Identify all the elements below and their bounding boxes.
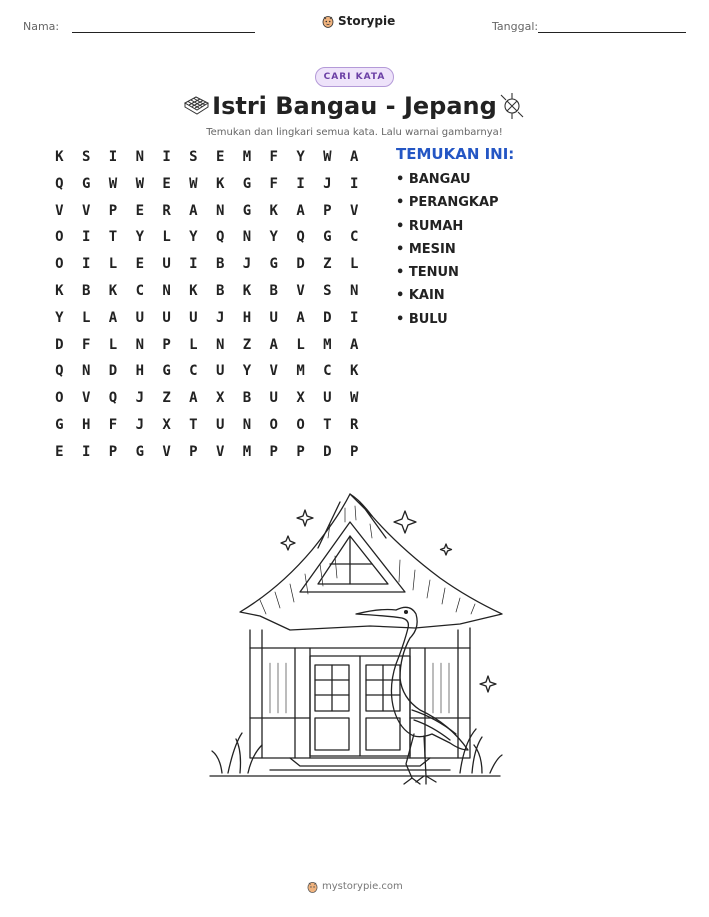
grid-letter[interactable]: O (55, 229, 64, 246)
grid-letter[interactable]: A (189, 202, 198, 219)
grid-letter[interactable]: T (323, 416, 332, 433)
grid-letter[interactable]: U (189, 309, 198, 326)
grid-letter[interactable]: I (81, 256, 91, 273)
grid-letter[interactable]: J (135, 416, 144, 433)
grid-letter[interactable]: K (108, 282, 118, 299)
grid-letter[interactable]: V (296, 282, 305, 299)
grid-letter[interactable]: A (296, 202, 305, 219)
word-list-item: • MESIN (396, 241, 456, 257)
grid-letter[interactable]: D (55, 336, 64, 353)
grid-letter[interactable]: M (242, 149, 252, 165)
grid-letter[interactable]: F (269, 175, 278, 192)
grid-letter[interactable]: V (81, 202, 91, 219)
grid-letter[interactable]: F (108, 416, 118, 433)
grid-letter[interactable]: G (269, 256, 278, 273)
grid-letter[interactable]: W (108, 175, 118, 192)
grid-letter[interactable]: E (135, 202, 144, 219)
grid-letter[interactable]: A (108, 309, 118, 326)
brand-name: Storypie (338, 14, 396, 28)
brand (322, 14, 395, 28)
grid-letter[interactable]: F (269, 149, 278, 165)
grid-letter[interactable]: Q (215, 229, 225, 246)
grid-letter[interactable]: A (349, 336, 359, 353)
grid-letter[interactable]: P (323, 202, 332, 219)
grid-letter[interactable]: V (349, 202, 359, 219)
grid-letter[interactable]: O (55, 256, 64, 273)
grid-letter[interactable]: Y (296, 149, 305, 165)
grid-letter[interactable]: I (81, 229, 91, 246)
grid-letter[interactable]: K (55, 282, 64, 299)
word-list-heading: TEMUKAN INI: (396, 145, 515, 163)
storypie-mascot-icon (322, 14, 334, 28)
grid-letter[interactable]: B (242, 390, 252, 407)
grid-letter[interactable]: W (349, 390, 359, 407)
grid-letter[interactable]: J (323, 175, 332, 192)
grid-letter[interactable]: I (349, 175, 359, 192)
grid-letter[interactable]: I (189, 256, 198, 273)
loom-spindle-icon (498, 91, 526, 121)
grid-letter[interactable]: V (162, 443, 171, 460)
footer (307, 880, 403, 893)
grid-letter[interactable]: P (108, 202, 118, 219)
grid-row (46, 388, 368, 415)
grid-letter[interactable]: A (349, 149, 359, 165)
word-list-item: • RUMAH (396, 218, 464, 234)
grid-letter[interactable]: P (108, 443, 118, 460)
grid-letter[interactable]: U (162, 256, 171, 273)
instructions: Temukan dan lingkari semua kata. Lalu warnai gambarnya! (206, 127, 503, 138)
grid-letter[interactable]: F (81, 336, 91, 353)
grid-letter[interactable]: E (162, 175, 171, 192)
grid-letter[interactable]: E (55, 443, 64, 460)
grid-letter[interactable]: U (135, 309, 144, 326)
grid-letter[interactable]: I (162, 149, 171, 165)
grid-letter[interactable]: M (296, 363, 305, 380)
grid-letter[interactable]: L (81, 309, 91, 326)
grid-letter[interactable]: U (269, 390, 278, 407)
grid-letter[interactable]: H (135, 363, 144, 380)
grid-letter[interactable]: V (81, 390, 91, 407)
grid-letter[interactable]: K (349, 363, 359, 380)
grid-letter[interactable]: R (349, 416, 359, 433)
grid-letter[interactable]: N (215, 336, 225, 353)
grid-letter[interactable]: Y (55, 309, 64, 326)
grid-letter[interactable]: E (215, 149, 225, 165)
grid-letter[interactable]: Y (135, 229, 144, 246)
grid-letter[interactable]: N (162, 282, 171, 299)
grid-letter[interactable]: T (189, 416, 198, 433)
grid-letter[interactable]: K (189, 282, 198, 299)
word-list-item: • BANGAU (396, 172, 471, 187)
grid-letter[interactable]: D (323, 443, 332, 460)
grid-letter[interactable]: U (215, 363, 225, 380)
grid-row (46, 308, 368, 335)
grid-letter[interactable]: H (242, 309, 252, 326)
grid-letter[interactable]: I (108, 149, 118, 165)
grid-letter[interactable]: P (189, 443, 198, 460)
grid-row (46, 147, 368, 174)
grid-letter[interactable]: G (55, 416, 64, 433)
grid-letter[interactable]: Q (55, 175, 64, 192)
grid-letter[interactable]: D (323, 309, 332, 326)
word-search-grid[interactable] (46, 147, 368, 469)
storypie-mascot-icon (307, 880, 318, 893)
word-list (396, 171, 499, 334)
grid-letter[interactable]: N (242, 229, 252, 246)
grid-letter[interactable]: Y (189, 229, 198, 246)
grid-letter[interactable]: X (215, 390, 225, 407)
grid-letter[interactable]: A (189, 390, 198, 407)
grid-letter[interactable]: L (162, 229, 171, 246)
grid-letter[interactable]: Z (323, 256, 332, 273)
grid-letter[interactable]: B (215, 256, 225, 273)
grid-row (46, 281, 368, 308)
grid-letter[interactable]: N (349, 282, 359, 299)
grid-letter[interactable]: X (296, 390, 305, 407)
grid-letter[interactable]: S (81, 149, 91, 165)
grid-letter[interactable]: L (349, 256, 359, 273)
grid-letter[interactable]: U (162, 309, 171, 326)
grid-letter[interactable]: A (269, 336, 278, 353)
grid-letter[interactable]: M (242, 443, 252, 460)
grid-letter[interactable]: U (323, 390, 332, 407)
grid-letter[interactable]: J (242, 256, 252, 273)
grid-letter[interactable]: O (269, 416, 278, 433)
grid-row (46, 361, 368, 388)
grid-letter[interactable]: E (135, 256, 144, 273)
grid-letter[interactable]: Q (55, 363, 64, 380)
footer-url[interactable]: mystorypie.com (322, 881, 403, 892)
grid-letter[interactable]: Y (269, 229, 278, 246)
grid-letter[interactable]: G (162, 363, 171, 380)
date-label: Tanggal: (492, 20, 539, 33)
word-list-item: • TENUN (396, 265, 459, 281)
grid-letter[interactable]: S (189, 149, 198, 165)
grid-letter[interactable]: W (323, 149, 332, 165)
grid-letter[interactable]: G (242, 202, 252, 219)
grid-letter[interactable]: L (108, 256, 118, 273)
activity-badge: CARI KATA (315, 67, 394, 87)
grid-letter[interactable]: Z (242, 336, 252, 353)
grid-letter[interactable]: P (349, 443, 359, 460)
grid-letter[interactable]: M (323, 336, 332, 353)
grid-letter[interactable]: N (135, 336, 144, 353)
grid-letter[interactable]: L (108, 336, 118, 353)
grid-row (46, 254, 368, 281)
grid-letter[interactable]: P (269, 443, 278, 460)
grid-letter[interactable]: G (135, 443, 144, 460)
grid-letter[interactable]: C (135, 282, 144, 299)
grid-letter[interactable]: C (189, 363, 198, 380)
grid-letter[interactable]: G (242, 175, 252, 192)
date-line[interactable] (538, 32, 686, 33)
grid-letter[interactable]: D (296, 256, 305, 273)
grid-letter[interactable]: N (215, 202, 225, 219)
grid-letter[interactable]: P (296, 443, 305, 460)
grid-letter[interactable]: A (296, 309, 305, 326)
grid-letter[interactable]: N (135, 149, 144, 165)
grid-letter[interactable]: C (323, 363, 332, 380)
word-list-item: • KAIN (396, 288, 445, 304)
grid-letter[interactable]: G (323, 229, 332, 246)
grid-letter[interactable]: U (269, 309, 278, 326)
grid-letter[interactable]: H (81, 416, 91, 433)
grid-letter[interactable]: U (215, 416, 225, 433)
grid-letter[interactable]: Y (242, 363, 252, 380)
grid-row (46, 174, 368, 201)
grid-letter[interactable]: Z (162, 390, 171, 407)
grid-letter[interactable]: I (296, 175, 305, 192)
name-line[interactable] (72, 32, 255, 33)
grid-letter[interactable]: K (55, 149, 64, 165)
grid-letter[interactable]: J (215, 309, 225, 326)
grid-letter[interactable]: C (349, 229, 359, 246)
grid-row (46, 201, 368, 228)
grid-letter[interactable]: K (242, 282, 252, 299)
grid-letter[interactable]: G (81, 175, 91, 192)
grid-letter[interactable]: W (135, 175, 144, 192)
grid-letter[interactable]: K (215, 175, 225, 192)
grid-letter[interactable]: D (108, 363, 118, 380)
page-title: Istri Bangau - Jepang (212, 92, 497, 120)
grid-letter[interactable]: Q (108, 390, 118, 407)
grid-letter[interactable]: Q (296, 229, 305, 246)
word-list-item: • PERANGKAP (396, 195, 499, 211)
grid-letter[interactable]: B (269, 282, 278, 299)
grid-letter[interactable]: P (162, 336, 171, 353)
grid-letter[interactable]: S (323, 282, 332, 299)
grid-letter[interactable]: W (189, 175, 198, 192)
grid-letter[interactable]: B (215, 282, 225, 299)
grid-letter[interactable]: V (215, 443, 225, 460)
grid-letter[interactable]: J (135, 390, 144, 407)
hut-and-crane-illustration (200, 488, 510, 798)
grid-letter[interactable]: I (81, 443, 91, 460)
grid-letter[interactable]: V (269, 363, 278, 380)
grid-letter[interactable]: X (162, 416, 171, 433)
grid-letter[interactable]: L (296, 336, 305, 353)
grid-letter[interactable]: L (189, 336, 198, 353)
grid-letter[interactable]: T (108, 229, 118, 246)
grid-letter[interactable]: O (296, 416, 305, 433)
grid-row (46, 415, 368, 442)
grid-letter[interactable]: I (349, 309, 359, 326)
grid-letter[interactable]: V (55, 202, 64, 219)
grid-row (46, 442, 368, 469)
grid-letter[interactable]: R (162, 202, 171, 219)
grid-letter[interactable]: K (269, 202, 278, 219)
grid-row (46, 335, 368, 362)
grid-row (46, 227, 368, 254)
grid-letter[interactable]: O (55, 390, 64, 407)
name-label: Nama: (23, 20, 60, 33)
grid-letter[interactable]: N (81, 363, 91, 380)
grid-letter[interactable]: B (81, 282, 91, 299)
word-list-item: • BULU (396, 311, 448, 327)
grid-letter[interactable]: N (242, 416, 252, 433)
